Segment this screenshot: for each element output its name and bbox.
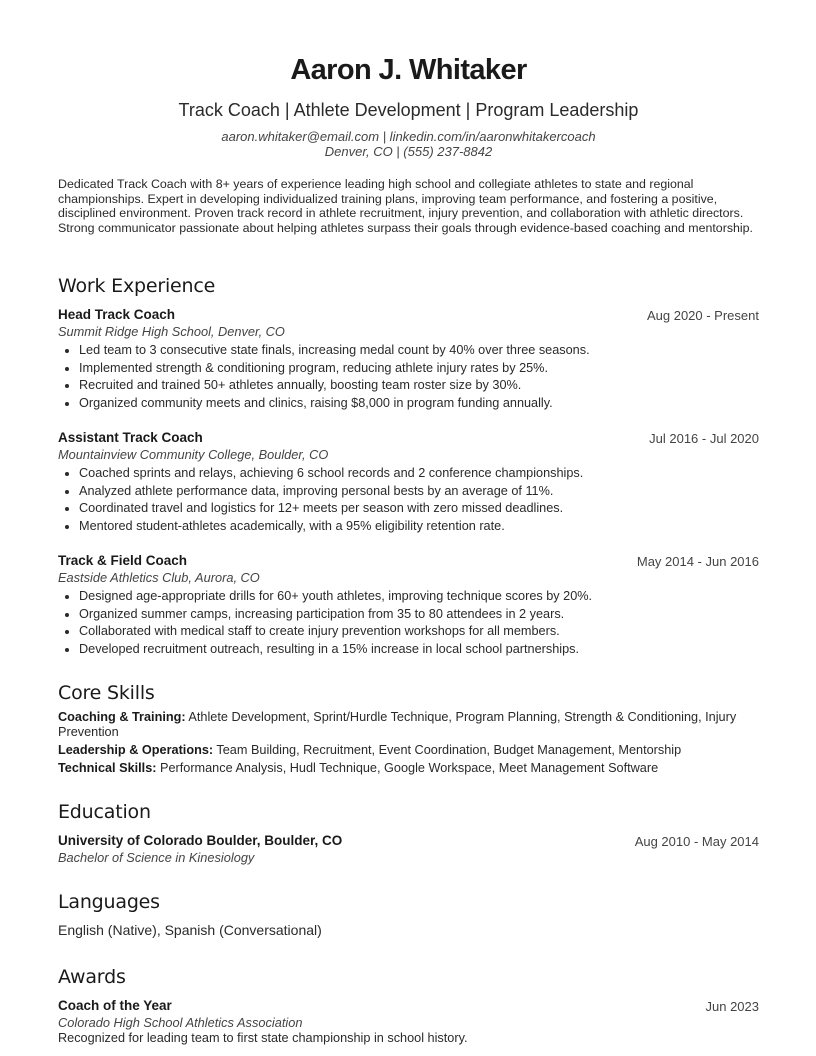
job-organization: Eastside Athletics Club, Aurora, CO (58, 570, 260, 585)
award-name: Coach of the Year (58, 998, 172, 1013)
job-bullet: Coached sprints and relays, achieving 6 school records and 2 conference championships. (58, 465, 759, 483)
skill-label: Coaching & Training: (58, 710, 186, 724)
section-title-experience: Work Experience (58, 275, 216, 297)
languages-list: English (Native), Spanish (Conversational) (58, 922, 322, 938)
job-bullets (58, 588, 759, 658)
skill-line (58, 743, 759, 758)
skill-value: Athlete Development, Sprint/Hurdle Technique, Program Planning, Strength & Conditioning, Injury Prevention (58, 710, 737, 739)
section-title-languages: Languages (58, 891, 160, 913)
skill-line (58, 761, 759, 776)
job-bullet: Collaborated with medical staff to create injury prevention workshops for all members. (58, 623, 759, 641)
job-bullet: Analyzed athlete performance data, improving personal bests by an average of 11%. (58, 483, 759, 501)
skill-line (58, 710, 759, 739)
award-date: Jun 2023 (705, 999, 759, 1014)
job-bullet: Mentored student-athletes academically, with a 95% eligibility retention rate. (58, 518, 759, 536)
job-dates: Aug 2020 - Present (646, 308, 759, 323)
section-title-skills: Core Skills (58, 682, 155, 704)
skill-value: Team Building, Recruitment, Event Coordination, Budget Management, Mentorship (213, 743, 682, 757)
contact-location-phone: Denver, CO | (555) 237-8842 (324, 144, 493, 159)
job-bullet: Organized summer camps, increasing participation from 35 to 80 attendees in 2 years. (58, 606, 759, 624)
headline: Track Coach | Athlete Development | Program Leadership (178, 100, 639, 120)
section-title-awards: Awards (58, 966, 126, 988)
skill-label: Technical Skills: (58, 761, 157, 775)
section-title-education: Education (58, 801, 151, 823)
job-organization: Mountainview Community College, Boulder, CO (58, 447, 329, 462)
job-bullet: Organized community meets and clinics, raising $8,000 in program funding annually. (58, 395, 759, 413)
job-title: Head Track Coach (58, 307, 176, 322)
job-dates: Jul 2016 - Jul 2020 (649, 431, 759, 446)
education-degree: Bachelor of Science in Kinesiology (58, 850, 255, 865)
job-dates: May 2014 - Jun 2016 (636, 554, 759, 569)
education-school: University of Colorado Boulder, Boulder, CO (58, 833, 343, 848)
job-bullets (58, 465, 759, 535)
award-description: Recognized for leading team to first state championship in school history. (58, 1031, 468, 1045)
skill-label: Leadership & Operations: (58, 743, 214, 757)
job-bullet: Developed recruitment outreach, resulting in a 15% increase in local school partnerships. (58, 641, 759, 659)
job-organization: Summit Ridge High School, Denver, CO (58, 324, 285, 339)
job-title: Assistant Track Coach (58, 430, 203, 445)
education-dates: Aug 2010 - May 2014 (634, 834, 759, 849)
skill-value: Performance Analysis, Hudl Technique, Google Workspace, Meet Management Software (156, 761, 659, 775)
professional-summary: Dedicated Track Coach with 8+ years of experience leading high school and collegiate athletes to state and regional championships. Expert in developing individualized training plans, improving team performance, and fostering a positive, disciplined environment. Proven track record in athlete recruitment, injury prevention, and collaboration with athletic directors. Strong communicator passionate about helping athletes surpass their goals through evidence-based coaching and mentorship. (58, 177, 753, 235)
award-organization: Colorado High School Athletics Association (58, 1015, 303, 1030)
job-bullet: Designed age-appropriate drills for 60+ youth athletes, improving technique scores by 20%. (58, 588, 759, 606)
candidate-name: Aaron J. Whitaker (290, 54, 527, 86)
job-bullets (58, 342, 759, 412)
job-bullet: Recruited and trained 50+ athletes annually, boosting team roster size by 30%. (58, 377, 759, 395)
job-bullet: Led team to 3 consecutive state finals, increasing medal count by 40% over three seasons. (58, 342, 759, 360)
job-bullet: Implemented strength & conditioning program, reducing athlete injury rates by 25%. (58, 360, 759, 378)
contact-email-linkedin: aaron.whitaker@email.com | linkedin.com/in/aaronwhitakercoach (221, 129, 596, 144)
job-title: Track & Field Coach (58, 553, 188, 568)
job-bullet: Coordinated travel and logistics for 12+ meets per season with zero missed deadlines. (58, 500, 759, 518)
